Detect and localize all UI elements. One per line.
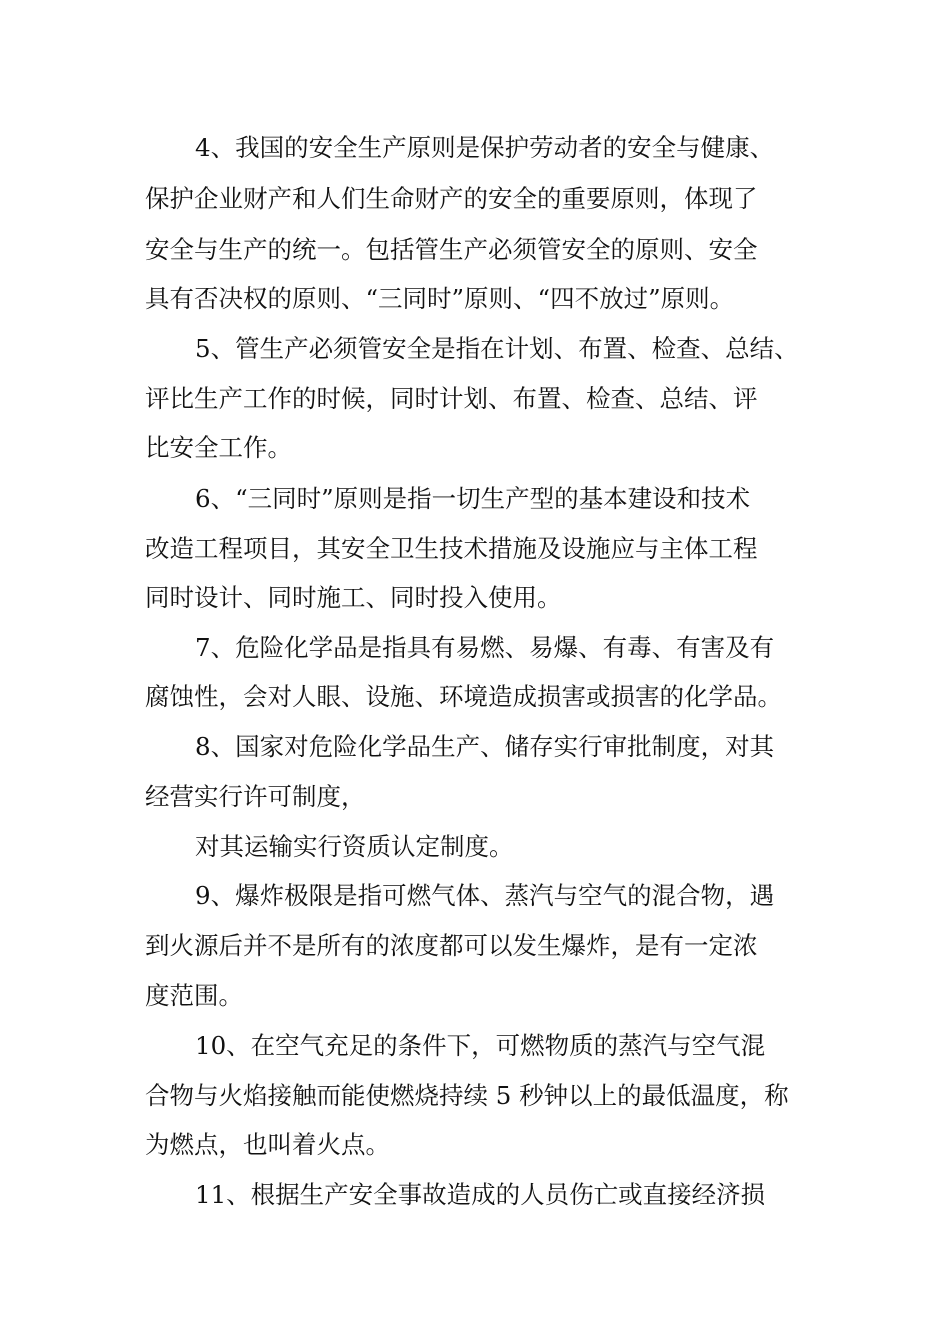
text-line: 到火源后并不是所有的浓度都可以发生爆炸，是有一定浓: [145, 931, 758, 960]
text-line: 4、我国的安全生产原则是保护劳动者的安全与健康、: [195, 133, 775, 162]
text-line: 为燃点，也叫着火点。: [145, 1130, 390, 1159]
text-line: 对其运输实行资质认定制度。: [195, 832, 514, 861]
text-line: 11、根据生产安全事故造成的人员伤亡或直接经济损: [195, 1180, 766, 1209]
text-line: 10、在空气充足的条件下，可燃物质的蒸汽与空气混: [195, 1031, 766, 1060]
text-line: 腐蚀性，会对人眼、设施、环境造成损害或损害的化学品。: [145, 682, 782, 711]
text-line: 5、管生产必须管安全是指在计划、布置、检查、总结、: [195, 334, 799, 363]
text-line: 8、国家对危险化学品生产、储存实行审批制度，对其: [195, 732, 775, 761]
text-line: 度范围。: [145, 981, 243, 1010]
text-line: 6、“三同时”原则是指一切生产型的基本建设和技术: [195, 484, 751, 513]
text-line: 评比生产工作的时候，同时计划、布置、检查、总结、评: [145, 384, 758, 413]
text-line: 改造工程项目，其安全卫生技术措施及设施应与主体工程: [145, 534, 758, 563]
text-line: 9、爆炸极限是指可燃气体、蒸汽与空气的混合物，遇: [195, 881, 775, 910]
text-line: 保护企业财产和人们生命财产的安全的重要原则，体现了: [145, 184, 758, 213]
text-line: 合物与火焰接触而能使燃烧持续 5 秒钟以上的最低温度，称: [145, 1081, 789, 1110]
text-line: 比安全工作。: [145, 433, 292, 462]
text-line: 安全与生产的统一。包括管生产必须管安全的原则、安全: [145, 235, 758, 264]
text-line: 经营实行许可制度，: [145, 782, 366, 811]
text-line: 同时设计、同时施工、同时投入使用。: [145, 583, 562, 612]
text-line: 7、危险化学品是指具有易燃、易爆、有毒、有害及有: [195, 633, 775, 662]
text-line: 具有否决权的原则、“三同时”原则、“四不放过”原则。: [145, 284, 735, 313]
